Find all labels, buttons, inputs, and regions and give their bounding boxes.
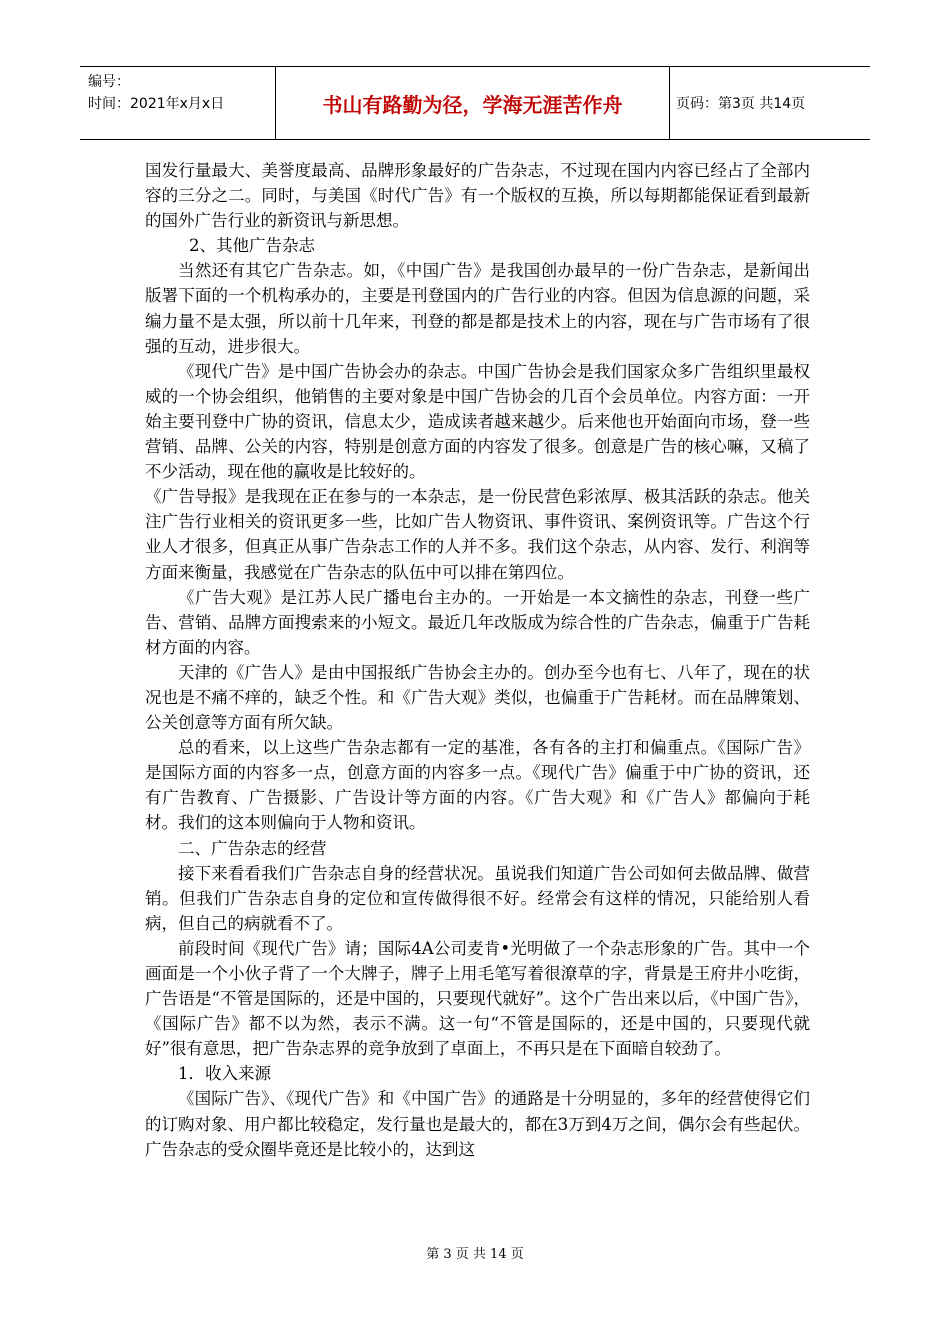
header-motto: 书山有路勤为径，学海无涯苦作舟: [275, 67, 670, 139]
paragraph: 总的看来，以上这些广告杂志都有一定的基准，各有各的主打和偏重点。《国际广告》是国际方面的内容多一点，创意方面的内容多一点。《现代广告》偏重于中广协的资讯，还有广告教育、广告摄影、广告设计等方面的内容。《广告大观》和《广告人》都偏向于耗材。我们的这本则偏向于人物和资讯。: [145, 738, 810, 833]
header-meta: [80, 67, 275, 139]
document-time-label: 时间：2021年x月x日: [88, 96, 225, 112]
page-footer: 第 3 页 共 14 页: [426, 1247, 524, 1262]
section-subheading: 1．收入来源: [178, 1064, 271, 1084]
paragraph: 《广告大观》是江苏人民广播电台主办的。一开始是一本文摘性的杂志，刊登一些广告、营销、品牌方面搜索来的小短文。最近几年改版成为综合性的广告杂志，偏重于广告耗材方面的内容。: [145, 587, 810, 657]
paragraph: 天津的《广告人》是由中国报纸广告协会主办的。创办至今也有七、八年了，现在的状况也是不痛不痒的，缺乏个性。和《广告大观》类似，也偏重于广告耗材。而在品牌策划、公关创意等方面有所欠缺。: [145, 662, 810, 733]
paragraph: 接下来看看我们广告杂志自身的经营状况。虽说我们知道广告公司如何去做品牌、做营销。但我们广告杂志自身的定位和宣传做得很不好。经常会有这样的情况，只能给别人看病，但自己的病就看不了。: [145, 863, 810, 933]
document-body: [145, 158, 810, 1162]
header-page-info: 页码：第3页 共14页: [676, 96, 806, 112]
paragraph: 《广告导报》是我现在正在参与的一本杂志，是一份民营色彩浓厚、极其活跃的杂志。他关注广告行业相关的资讯更多一些，比如广告人物资讯、事件资讯、案例资讯等。广告这个行业人才很多，但真正从事广告杂志工作的人并不多。我们这个杂志，从内容、发行、利润等方面来衡量，我感觉在广告杂志的队伍中可以排在第四位。: [145, 487, 810, 582]
paragraph: 前段时间《现代广告》请；国际4A公司麦肯•光明做了一个杂志形象的广告。其中一个画面是一个小伙子背了一个大牌子，牌子上用毛笔写着很潦草的字，背景是王府井小吃街，广告语是“不管是国际的，还是中国的，只要现代就好”。这个广告出来以后，《中国广告》，《国际广告》都不以为然，表示不满。这一句“不管是国际的，还是中国的，只要现代就好”很有意思，把广告杂志界的竞争放到了卓面上，不再只是在下面暗自较劲了。: [145, 938, 810, 1059]
section-subheading: 2、其他广告杂志: [189, 236, 315, 256]
document-number-label: 编号：: [88, 74, 130, 90]
paragraph: 国发行量最大、美誉度最高、品牌形象最好的广告杂志，不过现在国内内容已经占了全部内容的三分之二。同时，与美国《时代广告》有一个版权的互换，所以每期都能保证看到最新的国外广告行业的新资讯与新思想。: [145, 161, 810, 231]
paragraph: 《国际广告》、《现代广告》和《中国广告》的通路是十分明显的，多年的经营使得它们的订购对象、用户都比较稳定，发行量也是最大的，都在3万到4万之间，偶尔会有些起伏。广告杂志的受众圈毕竟还是比较小的，达到这: [145, 1089, 810, 1159]
paragraph: 《现代广告》是中国广告协会办的杂志。中国广告协会是我们国家众多广告组织里最权威的一个协会组织，他销售的主要对象是中国广告协会的几百个会员单位。内容方面：一开始主要刊登中广协的资讯，信息太少，造成读者越来越少。后来他也开始面向市场，登一些营销、品牌、公关的内容，特别是创意方面的内容发了很多。创意是广告的核心嘛，又稿了不少活动，现在他的赢收是比较好的。: [145, 361, 810, 482]
page-header: [80, 66, 870, 140]
section-heading: 二、广告杂志的经营: [178, 838, 327, 858]
paragraph: 当然还有其它广告杂志。如，《中国广告》是我国创办最早的一份广告杂志，是新闻出版署下面的一个机构承办的，主要是刊登国内的广告行业的内容。但因为信息源的问题，采编力量不是太强，所以前十几年来，刊登的都是都是技术上的内容，现在与广告市场有了很强的互动，进步很大。: [145, 261, 810, 356]
